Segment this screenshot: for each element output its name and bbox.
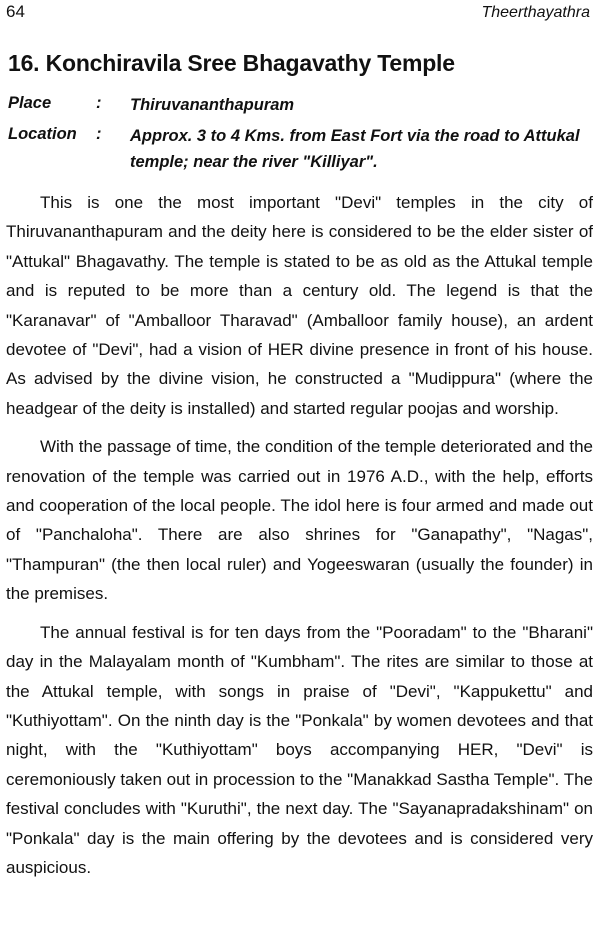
- place-value: Thiruvananthapuram: [130, 96, 295, 114]
- location-separator: :: [96, 125, 102, 143]
- page-number: 64: [6, 2, 25, 21]
- paragraph-history: This is one the most important "Devi" temples in the city of Thiruvananthapuram and the deity here is considered to be the elder sister of "Attukal" Bhagavathy. The temple is stated to be as old as the Attukal temple and is reputed to be more than a century old. The legend is that the "Karanavar" of "Amballoor Tharavad" (Amballoor family house), an ardent devotee of "Devi", had a vision of HER divine presence in front of his house. As advised by the divine vision, he constructed a "Mudippura" (where the headgear of the deity is installed) and started regular poojas and worship.: [6, 193, 593, 418]
- location-value: Approx. 3 to 4 Kms. from East Fort via the road to Attukal temple; near the river "Killiyar".: [130, 127, 580, 171]
- place-row: [8, 94, 592, 118]
- section-title: 16. Konchiravila Sree Bhagavathy Temple: [8, 50, 455, 76]
- paragraph-festival: The annual festival is for ten days from the "Pooradam" to the "Bharani" day in the Malayalam month of "Kumbham". The rites are similar to those at the Attukal temple, with songs in praise of "Devi", "Kappukettu" and "Kuthiyottam". On the ninth day is the "Ponkala" by women devotees and that night, with the "Kuthiyottam" boys accompanying HER, "Devi" is ceremoniously taken out in procession to the "Manakkad Sastha Temple". The festival concludes with "Kuruthi", the next day. The "Sayanapradakshinam" on "Ponkala" day is the main offering by the devotees and is considered very auspicious.: [6, 622, 593, 877]
- page-header: [6, 2, 590, 24]
- location-label: Location: [8, 125, 77, 143]
- body-text: [6, 188, 593, 891]
- place-label: Place: [8, 94, 52, 112]
- temple-details: [8, 94, 592, 182]
- location-row: [8, 125, 592, 175]
- running-title: Theerthayathra: [481, 4, 590, 21]
- paragraph-renovation: With the passage of time, the condition of the temple deteriorated and the renovation of the temple was carried out in 1976 A.D., with the help, efforts and cooperation of the local people. The idol here is four armed and made out of "Panchaloha". There are also shrines for "Ganapathy", "Nagas", "Thampuran" (the then local ruler) and Yogeeswaran (usually the founder) in the premises.: [6, 437, 593, 604]
- place-separator: :: [96, 94, 102, 112]
